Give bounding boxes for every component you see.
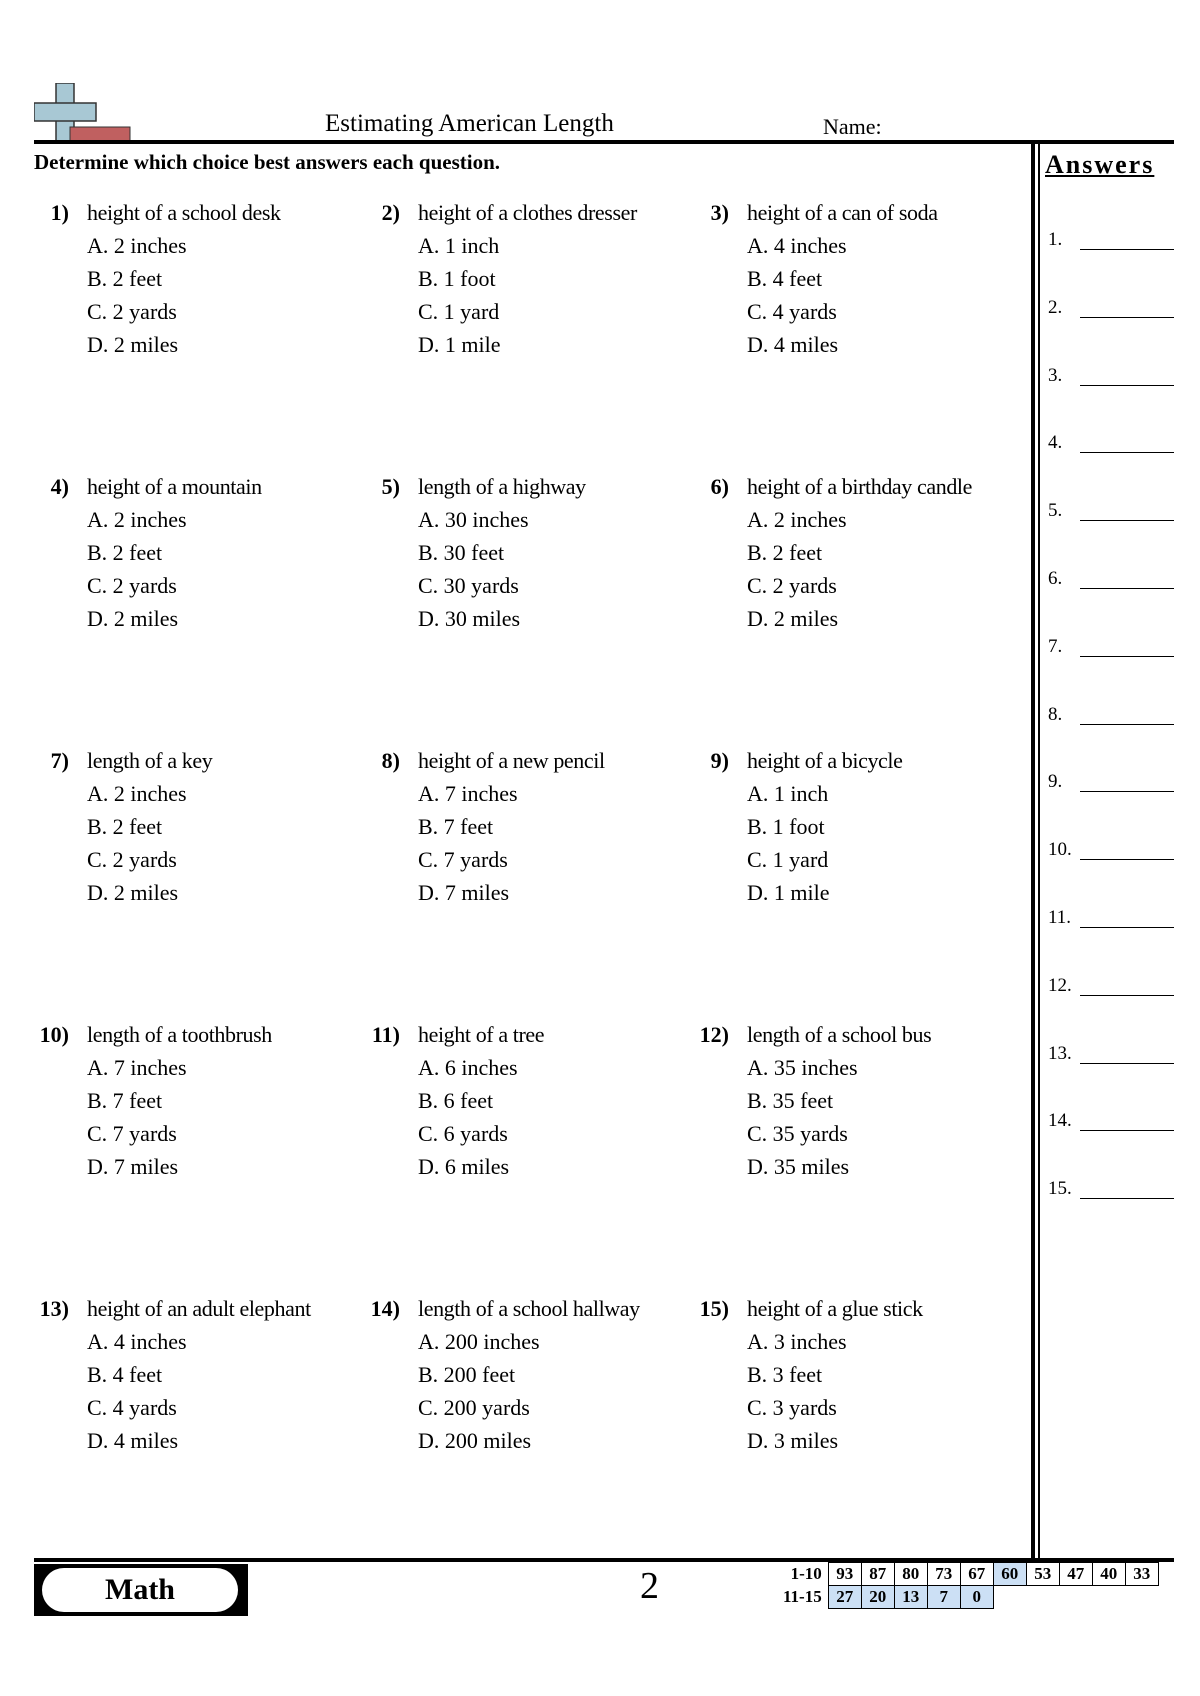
answer-blank[interactable] [1080, 249, 1174, 250]
answer-choice: A. 2 inches [87, 781, 187, 806]
answer-choice: B. 200 feet [418, 1362, 516, 1387]
answer-blank[interactable] [1080, 520, 1174, 521]
answer-choice: C. 7 yards [418, 847, 508, 872]
answer-line[interactable] [1048, 568, 1174, 596]
answer-blank[interactable] [1080, 385, 1174, 386]
answer-choice: D. 7 miles [418, 880, 510, 905]
answer-blank[interactable] [1080, 452, 1174, 453]
answer-choice: D. 2 miles [87, 880, 179, 905]
question-text: length of a toothbrush [87, 1022, 272, 1047]
answer-choice: A. 2 inches [87, 507, 187, 532]
answer-choice: A. 7 inches [87, 1055, 187, 1080]
score-cell: 53 [1026, 1563, 1059, 1586]
answer-choice: B. 2 feet [747, 540, 823, 565]
answer-choice: D. 1 mile [418, 332, 501, 357]
score-row [780, 1586, 1158, 1609]
answer-number: 9. [1048, 771, 1063, 793]
answer-number: 5. [1048, 500, 1063, 522]
question-text: height of a tree [418, 1022, 545, 1047]
answer-number: 12. [1048, 974, 1072, 996]
answer-choice: B. 6 feet [418, 1088, 494, 1113]
logo-icon [34, 83, 134, 143]
answer-line[interactable] [1048, 297, 1174, 325]
question-number: 5) [381, 474, 400, 499]
score-cell: 87 [861, 1563, 894, 1586]
answer-choice: A. 35 inches [747, 1055, 858, 1080]
answer-line[interactable] [1048, 229, 1174, 257]
answer-choice: A. 2 inches [87, 233, 187, 258]
score-row [780, 1563, 1158, 1586]
score-cell-empty [993, 1586, 1026, 1609]
score-cell: 7 [927, 1586, 960, 1609]
answer-number: 1. [1048, 229, 1063, 250]
answer-choice: B. 1 foot [747, 814, 825, 839]
answers-divider-inner [1038, 143, 1040, 1561]
answer-choice: D. 4 miles [87, 1428, 179, 1453]
question-text: height of a can of soda [747, 200, 938, 225]
answer-choice: C. 4 yards [747, 299, 837, 324]
answer-choice: B. 3 feet [747, 1362, 823, 1387]
answer-number: 10. [1048, 839, 1072, 861]
answer-choice: D. 4 miles [747, 332, 839, 357]
answer-line[interactable] [1048, 500, 1174, 528]
answer-choice: D. 35 miles [747, 1154, 850, 1179]
answer-line[interactable] [1048, 432, 1174, 460]
answer-choice: D. 2 miles [87, 606, 179, 631]
answer-choice: B. 1 foot [418, 266, 496, 291]
answer-blank[interactable] [1080, 1063, 1174, 1064]
score-cell: 60 [993, 1563, 1026, 1586]
score-cell-empty [1092, 1586, 1125, 1609]
score-cell-empty [1026, 1586, 1059, 1609]
score-cell: 20 [861, 1586, 894, 1609]
answer-choice: A. 200 inches [418, 1329, 540, 1354]
answer-choice: D. 2 miles [87, 332, 179, 357]
question-text: length of a highway [418, 474, 586, 499]
name-label: Name: [823, 114, 882, 139]
answer-blank[interactable] [1080, 1130, 1174, 1131]
score-cell: 93 [828, 1563, 861, 1586]
page-number: 2 [640, 1565, 659, 1607]
answer-choice: B. 7 feet [87, 1088, 163, 1113]
answer-line[interactable] [1048, 636, 1174, 664]
question-text: height of a glue stick [747, 1296, 923, 1321]
answer-choice: A. 7 inches [418, 781, 518, 806]
score-cell-empty [1125, 1586, 1158, 1609]
question-number: 11) [371, 1022, 400, 1047]
score-cell: 73 [927, 1563, 960, 1586]
answer-choice: B. 7 feet [418, 814, 494, 839]
answer-choice: B. 2 feet [87, 266, 163, 291]
question-number: 7) [50, 748, 69, 773]
answer-choice: C. 1 yard [418, 299, 500, 324]
question-text: height of a clothes dresser [418, 200, 637, 225]
answer-choice: C. 4 yards [87, 1395, 177, 1420]
question-number: 4) [50, 474, 69, 499]
answer-choice: C. 2 yards [747, 573, 837, 598]
answer-number: 15. [1048, 1178, 1072, 1200]
answer-choice: B. 35 feet [747, 1088, 834, 1113]
answer-line[interactable] [1048, 1178, 1174, 1206]
question-number: 12) [699, 1022, 729, 1047]
answers-title: Answers [1045, 150, 1155, 179]
answer-choice: C. 2 yards [87, 573, 177, 598]
answer-choice: B. 4 feet [87, 1362, 163, 1387]
question-number: 15) [699, 1296, 729, 1321]
answer-choice: D. 200 miles [418, 1428, 532, 1453]
answer-choice: C. 2 yards [87, 299, 177, 324]
answer-number: 3. [1048, 364, 1063, 386]
answer-choice: A. 3 inches [747, 1329, 847, 1354]
answer-number: 14. [1048, 1110, 1072, 1132]
score-table [780, 1562, 1159, 1609]
answer-choice: C. 3 yards [747, 1395, 837, 1420]
score-cell: 67 [960, 1563, 993, 1586]
question-text: height of an adult elephant [87, 1296, 311, 1321]
question-number: 8) [381, 748, 400, 773]
score-cell: 0 [960, 1586, 993, 1609]
answer-choice: A. 1 inch [747, 781, 829, 806]
question-text: height of a school desk [87, 200, 281, 225]
worksheet-title: Estimating American Length [325, 110, 614, 137]
subject-badge [34, 1564, 248, 1616]
header-divider [34, 140, 1174, 144]
answer-number: 11. [1048, 907, 1072, 928]
answer-number: 7. [1048, 635, 1063, 657]
answer-blank[interactable] [1080, 791, 1174, 792]
answer-choice: D. 6 miles [418, 1154, 510, 1179]
answer-choice: A. 2 inches [747, 507, 847, 532]
answer-number: 13. [1048, 1042, 1072, 1064]
answer-choice: C. 7 yards [87, 1121, 177, 1146]
answer-blank[interactable] [1080, 1198, 1174, 1199]
subject-label: Math [42, 1568, 238, 1612]
score-cell: 80 [894, 1563, 927, 1586]
answer-blank[interactable] [1080, 995, 1174, 996]
answer-number: 4. [1048, 432, 1063, 454]
question-text: height of a birthday candle [747, 474, 973, 499]
question-number: 6) [710, 474, 729, 499]
question-number: 10) [39, 1022, 69, 1047]
score-cell: 47 [1059, 1563, 1092, 1586]
answer-choice: D. 2 miles [747, 606, 839, 631]
answer-blank[interactable] [1080, 317, 1174, 318]
question-text: height of a new pencil [418, 748, 605, 773]
answer-blank[interactable] [1080, 859, 1174, 860]
answer-choice: B. 30 feet [418, 540, 505, 565]
instructions: Determine which choice best answers each question. [34, 150, 501, 174]
answers-divider [1031, 143, 1035, 1561]
answer-line[interactable] [1048, 365, 1174, 393]
question-text: height of a mountain [87, 474, 262, 499]
score-cell: 13 [894, 1586, 927, 1609]
answer-choice: C. 35 yards [747, 1121, 848, 1146]
answer-choice: B. 4 feet [747, 266, 823, 291]
answer-line[interactable] [1048, 704, 1174, 732]
answer-choice: D. 30 miles [418, 606, 521, 631]
answer-number: 8. [1048, 703, 1063, 725]
answer-number: 6. [1048, 568, 1063, 589]
answer-choice: D. 1 mile [747, 880, 830, 905]
answer-choice: A. 6 inches [418, 1055, 518, 1080]
answer-choice: C. 6 yards [418, 1121, 508, 1146]
question-number: 1) [50, 200, 69, 225]
answer-choice: D. 3 miles [747, 1428, 839, 1453]
score-cell: 27 [828, 1586, 861, 1609]
answer-choice: D. 7 miles [87, 1154, 179, 1179]
score-row-label: 11-15 [783, 1587, 822, 1606]
score-cell: 33 [1125, 1563, 1158, 1586]
answer-choice: C. 2 yards [87, 847, 177, 872]
question-number: 9) [710, 748, 729, 773]
answer-choice: B. 2 feet [87, 814, 163, 839]
answer-blank[interactable] [1080, 724, 1174, 725]
question-number: 13) [39, 1296, 69, 1321]
question-text: length of a school bus [747, 1022, 932, 1047]
answer-line[interactable] [1048, 975, 1174, 1003]
answer-choice: C. 30 yards [418, 573, 519, 598]
question-number: 2) [381, 200, 400, 225]
answer-line[interactable] [1048, 907, 1174, 935]
answer-choice: B. 2 feet [87, 540, 163, 565]
answer-choice: A. 4 inches [87, 1329, 187, 1354]
answer-choice: C. 1 yard [747, 847, 829, 872]
answer-blank[interactable] [1080, 927, 1174, 928]
question-number: 14) [370, 1296, 400, 1321]
question-text: height of a bicycle [747, 748, 903, 773]
answer-choice: A. 4 inches [747, 233, 847, 258]
answer-blank[interactable] [1080, 588, 1174, 589]
answer-line[interactable] [1048, 1110, 1174, 1138]
answer-line[interactable] [1048, 839, 1174, 867]
answer-choice: C. 200 yards [418, 1395, 530, 1420]
question-text: length of a school hallway [418, 1296, 640, 1321]
question-text: length of a key [87, 748, 213, 773]
question-number: 3) [710, 200, 729, 225]
score-row-label: 1-10 [790, 1564, 822, 1583]
answer-choice: A. 1 inch [418, 233, 500, 258]
answer-line[interactable] [1048, 771, 1174, 799]
answer-blank[interactable] [1080, 656, 1174, 657]
answer-number: 2. [1048, 296, 1063, 318]
score-cell: 40 [1092, 1563, 1125, 1586]
answer-line[interactable] [1048, 1043, 1174, 1071]
score-cell-empty [1059, 1586, 1092, 1609]
answer-choice: A. 30 inches [418, 507, 529, 532]
